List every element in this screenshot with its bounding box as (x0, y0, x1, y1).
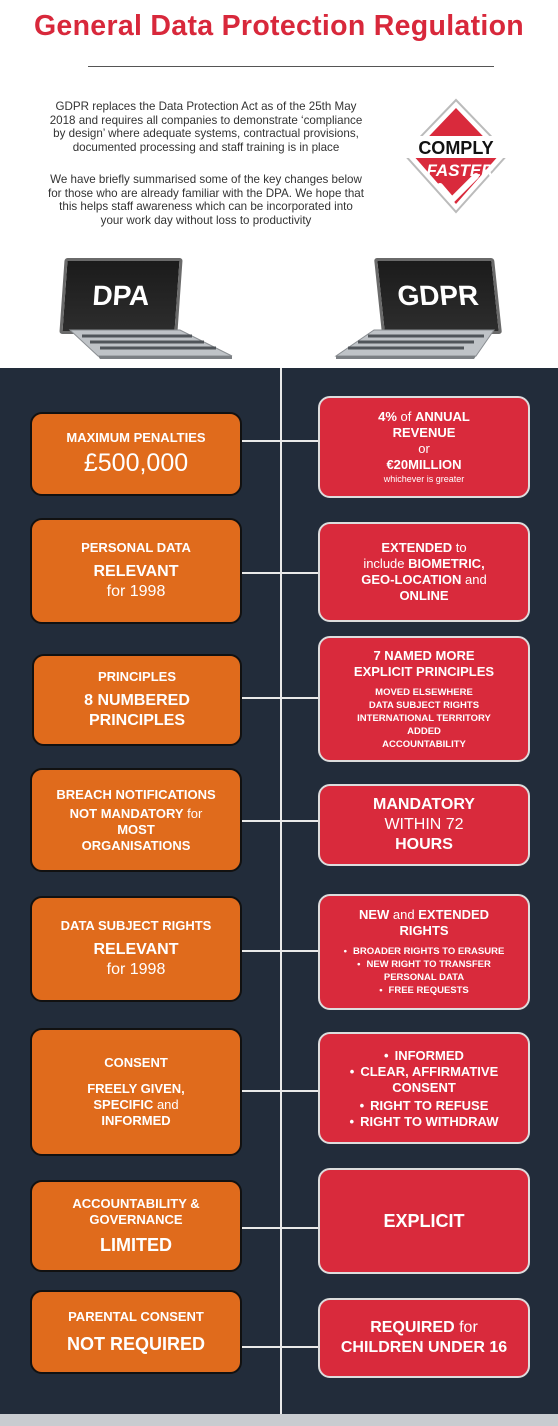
dpa-parental-consent-box (30, 1290, 242, 1374)
row-sub: for 1998 (106, 583, 166, 600)
intro-line: documented processing and staff training is in place (72, 140, 340, 154)
text-line: HOURS (395, 836, 453, 853)
row-heading: ACCOUNTABILITY & (72, 1196, 200, 1211)
list-item: • FREE REQUESTS (379, 984, 469, 997)
dpa-principles-box (32, 654, 242, 746)
intro-line: for those who are already familiar with the DPA. We hope that (48, 186, 364, 200)
list-item: • CLEAR, AFFIRMATIVE (350, 1064, 499, 1080)
row-heading: CONSENT (104, 1055, 168, 1070)
text-fragment: for (183, 805, 203, 821)
connector-line (240, 572, 320, 574)
connector-line (242, 950, 320, 952)
row-heading: PRINCIPLES (97, 669, 176, 684)
dpa-personal-data-box (30, 518, 242, 624)
text-fragment: and (389, 907, 419, 922)
text-fragment: EXTENDED (381, 540, 453, 555)
list-item-cont: PERSONAL DATA (383, 972, 465, 983)
connector-line (242, 1090, 320, 1092)
comply-faster-badge (400, 96, 512, 216)
dpa-label: DPA (59, 258, 182, 334)
text-line: MOST (117, 821, 155, 837)
row-value: PRINCIPLES (88, 712, 185, 729)
dpa-breach-box (30, 768, 242, 872)
list-item: INTERNATIONAL TERRITORY (357, 712, 491, 724)
dpa-penalties-box (30, 412, 242, 496)
list-item: • RIGHT TO REFUSE (350, 1098, 499, 1114)
connector-line (242, 697, 320, 699)
text-line: EXPLICIT PRINCIPLES (353, 663, 495, 679)
row-value: LIMITED (100, 1235, 172, 1255)
text-fragment: GEO-LOCATION (361, 572, 462, 587)
intro-line: by design’ where adequate systems, contractual provisions, (53, 127, 359, 141)
intro-paragraph-2 (14, 173, 398, 227)
title-divider (88, 66, 494, 67)
list-item: ADDED (407, 725, 441, 737)
list-item: • BROADER RIGHTS TO ERASURE (344, 945, 505, 958)
text-line: INFORMED (101, 1113, 171, 1128)
row-value: RELEVANT (93, 563, 179, 580)
list-item: ACCOUNTABILITY (382, 738, 466, 750)
connector-line (242, 1227, 320, 1229)
gdpr-data-subject-rights-box (318, 894, 530, 1010)
text-fragment: of (396, 408, 415, 424)
badge-comply-text: COMPLY (418, 138, 494, 158)
text-line: ORGANISATIONS (81, 837, 191, 853)
connector-line (242, 1346, 320, 1348)
laptop-keyboard-icon (334, 328, 504, 360)
gdpr-breach-box (318, 784, 530, 866)
intro-line: this helps staff awareness which can be incorporated into (59, 200, 353, 214)
row-heading: DATA SUBJECT RIGHTS (60, 918, 212, 933)
text-fragment: EXTENDED (418, 907, 490, 922)
dpa-consent-box (30, 1028, 242, 1156)
gdpr-principles-box (318, 636, 530, 762)
intro-paragraph-1 (14, 100, 398, 154)
footer-strip (0, 1414, 558, 1426)
list-item: • INFORMED (350, 1048, 499, 1064)
gdpr-consent-box (318, 1032, 530, 1144)
text-line: €20MILLION (386, 456, 462, 472)
row-value: 8 NUMBERED (84, 692, 190, 709)
gdpr-personal-data-box (318, 522, 530, 622)
connector-line (240, 440, 320, 442)
text-fragment: BIOMETRIC, (408, 556, 485, 571)
row-value: RELEVANT (93, 941, 179, 958)
text-fragment: 4% (378, 408, 397, 424)
text-fragment: REQUIRED (370, 1319, 455, 1336)
intro-line: We have briefly summarised some of the key changes below (50, 173, 362, 186)
row-value: NOT REQUIRED (66, 1334, 205, 1354)
text-fragment: for (454, 1319, 478, 1336)
row-value: £500,000 (83, 449, 189, 477)
text-fragment: SPECIFIC (93, 1097, 154, 1112)
text-fragment: NOT MANDATORY (69, 805, 184, 821)
intro-line: GDPR replaces the Data Protection Act as of the 25th May (55, 100, 357, 113)
list-item: DATA SUBJECT RIGHTS (368, 699, 480, 711)
badge-faster-text: FASTER (426, 161, 494, 180)
text-line: WITHIN 72 (384, 816, 464, 833)
text-line: EXPLICIT (383, 1211, 465, 1231)
gdpr-parental-consent-box (318, 1298, 530, 1378)
row-heading: GOVERNANCE (89, 1212, 183, 1227)
center-divider (280, 368, 282, 1414)
text-line: whichever is greater (383, 473, 465, 484)
text-line: ONLINE (399, 588, 449, 603)
gdpr-penalties-box (318, 396, 530, 498)
connector-line (242, 820, 320, 822)
dpa-accountability-box (30, 1180, 242, 1272)
intro-line: your work day without loss to productivity (100, 213, 312, 227)
gdpr-accountability-box (318, 1168, 530, 1274)
intro-line: 2018 and requires all companies to demonstrate ‘compliance (49, 113, 363, 127)
text-fragment: include (363, 556, 409, 571)
text-fragment: NEW (358, 907, 390, 922)
text-line: 7 NAMED MORE (373, 647, 475, 663)
text-line: or (418, 440, 430, 456)
list-item-cont: CONSENT (392, 1080, 456, 1095)
laptop-keyboard-icon (62, 328, 234, 360)
dpa-laptop-icon (62, 258, 234, 358)
row-heading: BREACH NOTIFICATIONS (56, 786, 216, 802)
list-item: • NEW RIGHT TO TRANSFER (344, 958, 505, 971)
row-heading: MAXIMUM PENALTIES (66, 430, 206, 445)
text-line: CHILDREN UNDER 16 (340, 1339, 508, 1356)
row-heading: PARENTAL CONSENT (68, 1309, 204, 1324)
gdpr-label: GDPR (374, 258, 502, 334)
gdpr-laptop-icon (334, 258, 504, 358)
text-line: RIGHTS (399, 923, 449, 938)
text-fragment: to (452, 540, 467, 555)
text-fragment: ANNUAL (414, 408, 470, 424)
text-line: MANDATORY (373, 796, 475, 813)
dpa-data-subject-rights-box (30, 896, 242, 1002)
text-line: FREELY GIVEN, (87, 1081, 185, 1096)
text-line: REVENUE (392, 424, 456, 440)
list-item: • RIGHT TO WITHDRAW (350, 1114, 499, 1130)
page-title: General Data Protection Regulation (33, 10, 525, 42)
list-item: MOVED ELSEWHERE (375, 686, 473, 698)
row-heading: PERSONAL DATA (81, 540, 191, 555)
row-sub: for 1998 (106, 961, 166, 978)
text-fragment: and (153, 1097, 179, 1112)
text-fragment: and (461, 572, 487, 587)
